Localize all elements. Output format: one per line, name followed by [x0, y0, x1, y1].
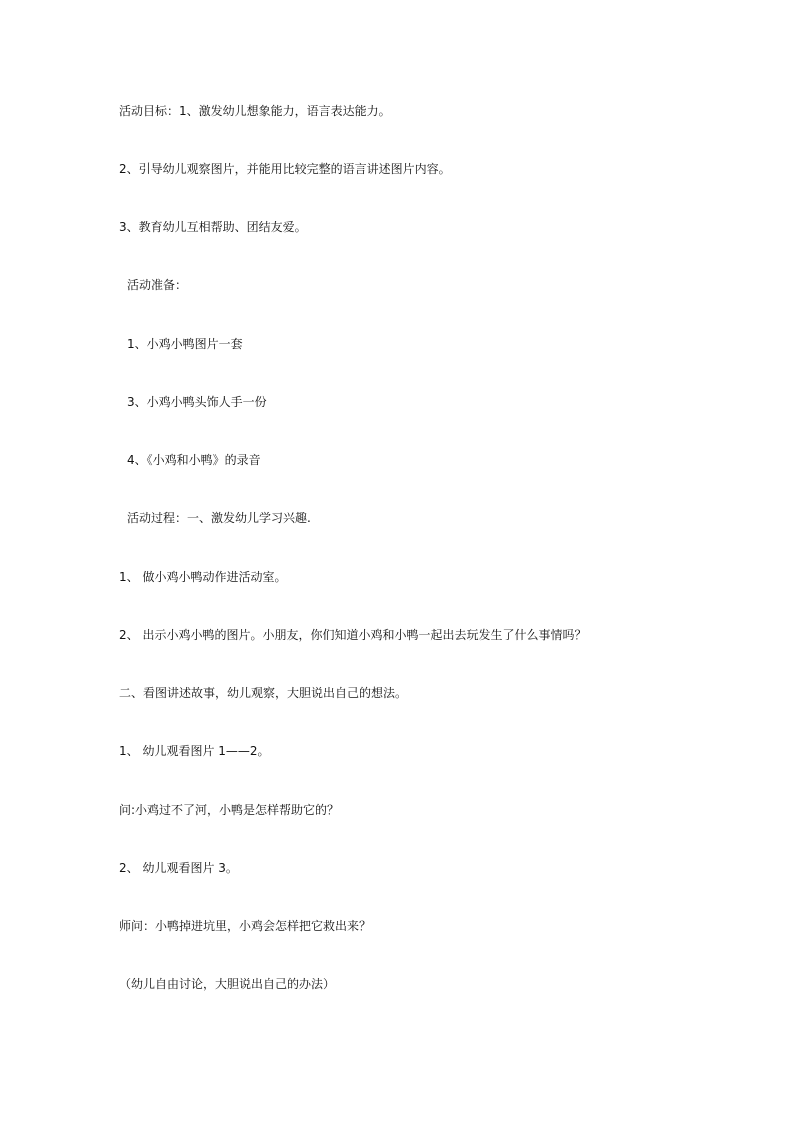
text-line-prep-4: 4、《小鸡和小鸭》的录音	[127, 453, 261, 467]
text-line-goal-3: 3、教育幼儿互相帮助、团结友爱。	[119, 220, 307, 234]
text-line-question-1: 问:小鸡过不了河，小鸭是怎样帮助它的？	[119, 803, 340, 817]
text-line-story-1: 1、 幼儿观看图片 1——2。	[119, 744, 270, 758]
text-line-prep-3: 3、小鸡小鸭头饰人手一份	[127, 395, 267, 409]
text-line-process-2: 2、 出示小鸡小鸭的图片。小朋友，你们知道小鸡和小鸭一起出去玩发生了什么事情吗？	[119, 628, 587, 642]
text-line-note: （幼儿自由讨论，大胆说出自己的办法）	[119, 977, 336, 991]
text-line-goal-1: 活动目标：1、激发幼儿想象能力，语言表达能力。	[119, 104, 391, 118]
text-line-process-1: 1、 做小鸡小鸭动作进活动室。	[119, 570, 287, 584]
text-line-story-2: 2、 幼儿观看图片 3。	[119, 861, 238, 875]
text-line-goal-2: 2、引导幼儿观察图片，并能用比较完整的语言讲述图片内容。	[119, 162, 451, 176]
section-heading-process: 活动过程：一、激发幼儿学习兴趣.	[127, 511, 311, 525]
text-line-question-2: 师问：小鸭掉进坑里，小鸡会怎样把它救出来？	[119, 919, 372, 933]
section-heading-storytelling: 二、看图讲述故事，幼儿观察，大胆说出自己的想法。	[119, 686, 408, 700]
section-heading-preparation: 活动准备：	[127, 278, 188, 292]
text-line-prep-1: 1、小鸡小鸭图片一套	[127, 337, 243, 351]
